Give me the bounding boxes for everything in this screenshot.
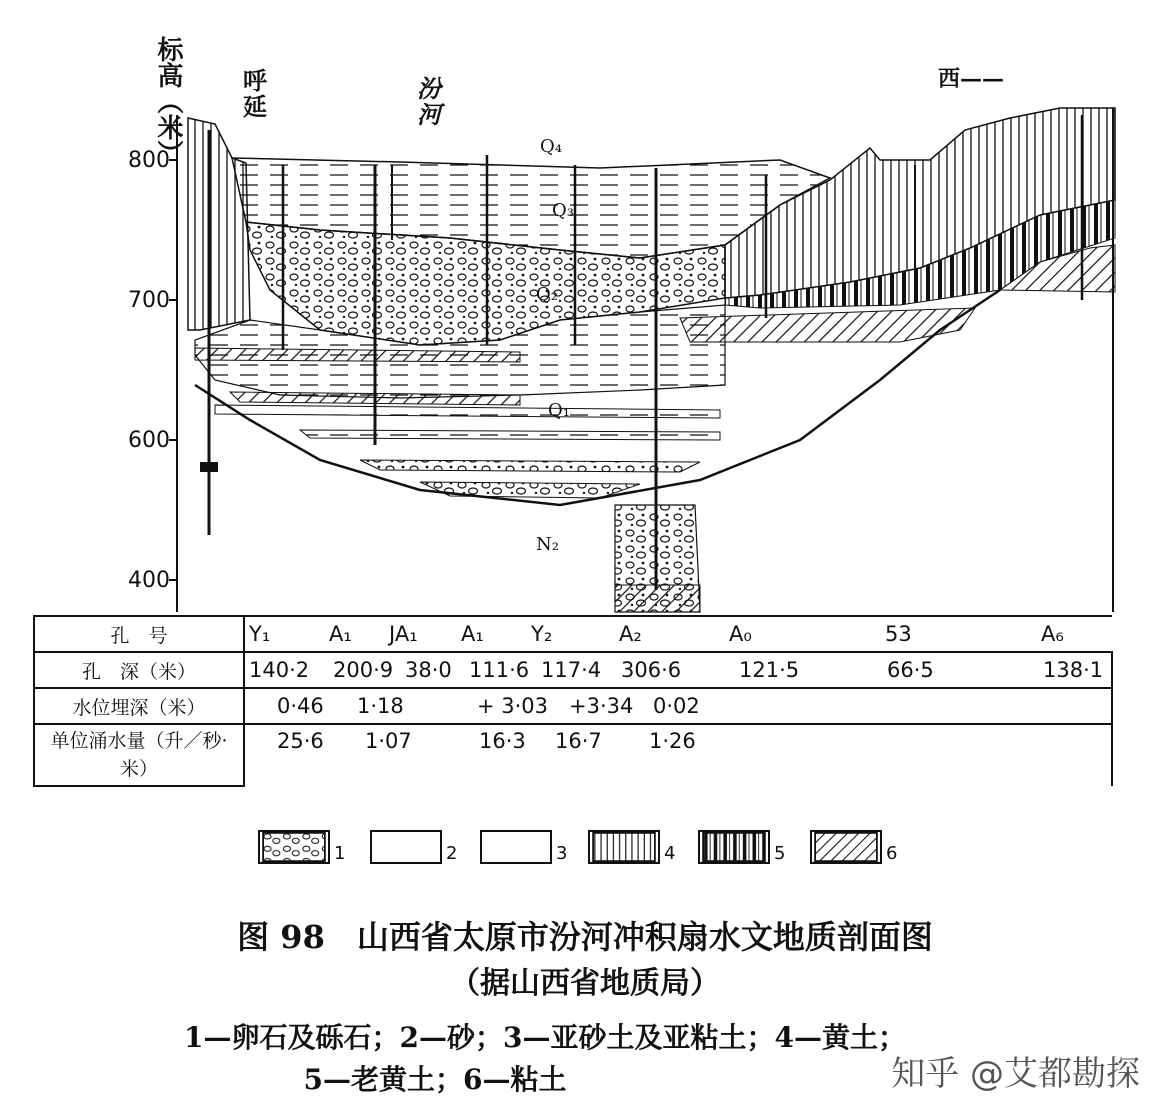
table-row: [34, 652, 1112, 688]
legend-item-2: [370, 824, 457, 864]
tick-label-800: 800: [128, 148, 170, 173]
stratum-label-q3: Q₃: [552, 200, 574, 221]
row-header: 孔 号: [34, 616, 244, 652]
place-label-left: 呼延: [243, 66, 267, 121]
stratum-label-n2: N₂: [536, 534, 559, 555]
y-axis-title: 标高（米）: [153, 36, 183, 166]
table-cell: 140·2 200·9 38·0 111·6 117·4 306·6 121·5 66·5 138·1: [244, 652, 1112, 688]
table-cell: Y₁ A₁ JA₁ A₁ Y₂ A₂ A₀ 53 A₆: [244, 616, 1112, 652]
legend: [258, 824, 918, 864]
tick-label-400: 400: [128, 568, 170, 593]
legend-number: 2: [446, 843, 458, 864]
legend-item-6: [810, 824, 897, 864]
table-row: [34, 724, 1112, 786]
legend-item-4: [588, 824, 675, 864]
place-label-right: 西——: [938, 66, 1005, 92]
legend-number: 3: [556, 843, 568, 864]
stratum-label-q2: Q₂: [536, 284, 558, 305]
row-header: 孔 深（米）: [34, 652, 244, 688]
legend-number: 1: [334, 843, 346, 864]
legend-number: 6: [886, 843, 898, 864]
legend-number: 5: [774, 843, 786, 864]
table-row: [34, 616, 1112, 652]
figure-note-line-2: 5—老黄土；6—粘土: [303, 1063, 567, 1096]
figure-title: 图 98 山西省太原市汾河冲积扇水文地质剖面图: [237, 918, 933, 956]
row-header: 水位埋深（米）: [34, 688, 244, 724]
table-cell: 0·46 1·18 + 3·03 +3·34 0·02: [244, 688, 1112, 724]
borehole-data-table: [33, 615, 1113, 787]
legend-number: 4: [664, 843, 676, 864]
tick-label-700: 700: [128, 288, 170, 313]
tick-label-600: 600: [128, 428, 170, 453]
row-header: 单位涌水量（升／秒·米）: [34, 724, 244, 786]
sandy-loam-swatch: [480, 830, 552, 864]
sand-swatch: [370, 830, 442, 864]
pebble-gravel-swatch: [258, 830, 330, 864]
legend-item-1: [258, 824, 345, 864]
stratum-label-q4: Q₄: [540, 136, 562, 157]
table-cell: 25·6 1·07 16·3 16·7 1·26: [244, 724, 1112, 786]
watermark: 知乎 @艾都勘探: [891, 1054, 1140, 1094]
figure-note-line-1: 1—卵石及砾石；2—砂；3—亚砂土及亚粘土；4—黄土；: [184, 1021, 906, 1054]
legend-item-3: [480, 824, 567, 864]
figure-source: （据山西省地质局）: [450, 966, 720, 1001]
stratum-label-q1: Q₁: [548, 400, 570, 421]
place-label-middle: 汾河: [417, 74, 441, 129]
old-loess-swatch: [698, 830, 770, 864]
legend-item-5: [698, 824, 785, 864]
loess-swatch: [588, 830, 660, 864]
clay-swatch: [810, 830, 882, 864]
table-row: [34, 688, 1112, 724]
